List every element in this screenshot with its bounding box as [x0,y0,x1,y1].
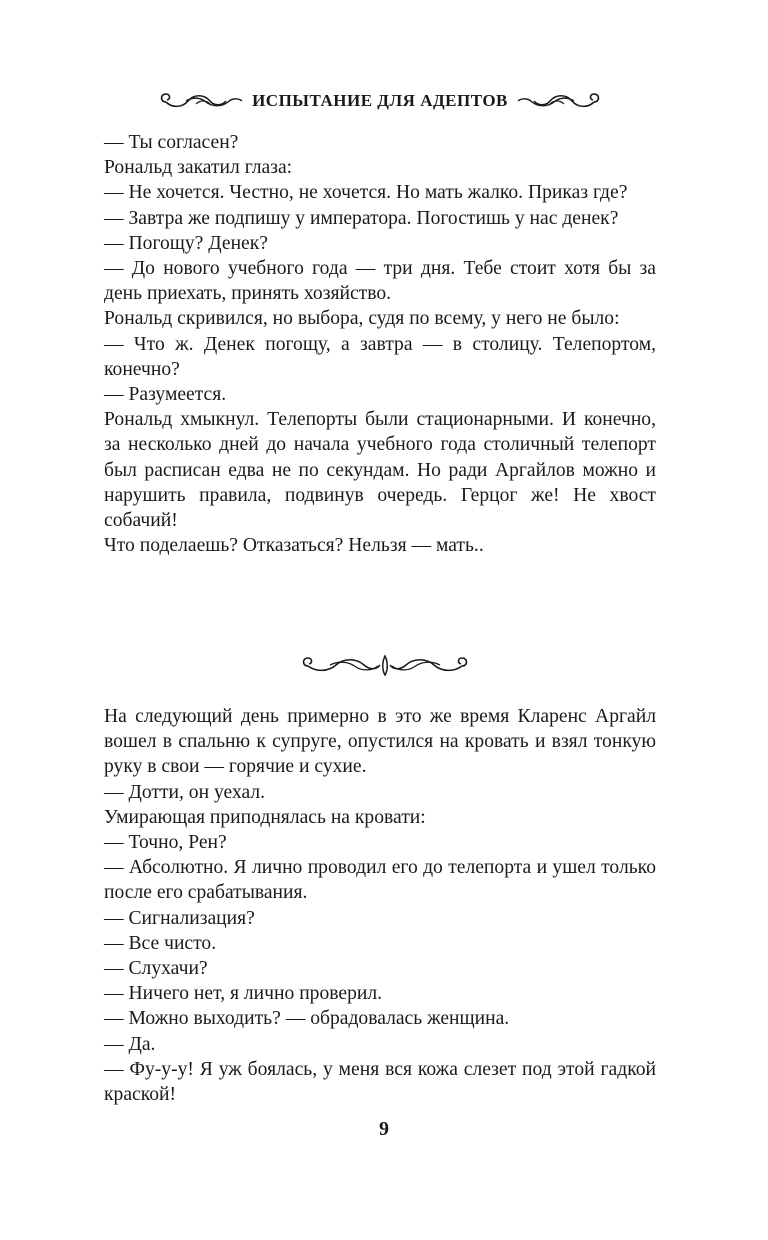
text-section-1 [104,130,656,558]
ornament-divider-icon [300,652,470,678]
paragraph: — Фу-у-у! Я уж боялась, у меня вся кожа слезет под этой гадкой краской! [104,1058,656,1106]
book-title: ИСПЫТАНИЕ ДЛЯ АДЕПТОВ [252,91,508,110]
paragraph: — Сигнализация? [104,907,255,929]
paragraph: — Точно, Рен? [104,832,227,854]
paragraph: — Дотти, он уехал. [104,781,266,803]
paragraph: Рональд хмыкнул. Телепорты были стационарными. И конечно, за несколько дней до начала учебного года столичный телепорт был расписан едва не по секундам. Но ради Аргайлов можно и нарушить правила, подвинув очередь. Герцог же! Не хвост собачий! [104,409,656,532]
text-section-2 [104,704,656,1107]
flourish-right-icon [516,90,604,112]
paragraph: — Все чисто. [104,932,217,954]
paragraph: — Слухачи? [104,958,208,980]
paragraph: — Погощу? Денек? [104,232,268,254]
paragraph: — Ты согласен? [104,132,239,153]
paragraph: — Не хочется. Честно, не хочется. Но мать жалко. Приказ где? [104,182,628,204]
paragraph: — Разумеется. [104,384,227,406]
page-number: 9 [379,1118,389,1140]
paragraph: Рональд закатил глаза: [104,157,293,179]
paragraph: На следующий день примерно в это же время Кларенс Аргайл вошел в спальню к супруге, опустился на кровать и взял тонкую руку в свои — горячие и сухие. [104,706,656,778]
running-header [100,86,660,116]
paragraph: Умирающая приподнялась на кровати: [104,806,426,828]
paragraph: — Абсолютно. Я лично проводил его до телепорта и ушел только после его срабатывания. [104,857,656,904]
flourish-left-icon [156,90,244,112]
paragraph: — Да. [104,1033,156,1055]
paragraph: — Можно выходить? — обрадовалась женщина. [104,1008,510,1030]
paragraph: Рональд скривился, но выбора, судя по всему, у него не было: [104,308,620,330]
paragraph: — Ничего нет, я лично проверил. [104,983,383,1005]
paragraph: — До нового учебного года — три дня. Тебе стоит хотя бы за день приехать, принять хозяйство. [104,258,656,305]
paragraph: Что поделаешь? Отказаться? Нельзя — мать.. [104,535,484,557]
paragraph: — Что ж. Денек погощу, а завтра — в столицу. Телепортом, конечно? [104,333,656,380]
paragraph: — Завтра же подпишу у императора. Погостишь у нас денек? [104,207,619,229]
